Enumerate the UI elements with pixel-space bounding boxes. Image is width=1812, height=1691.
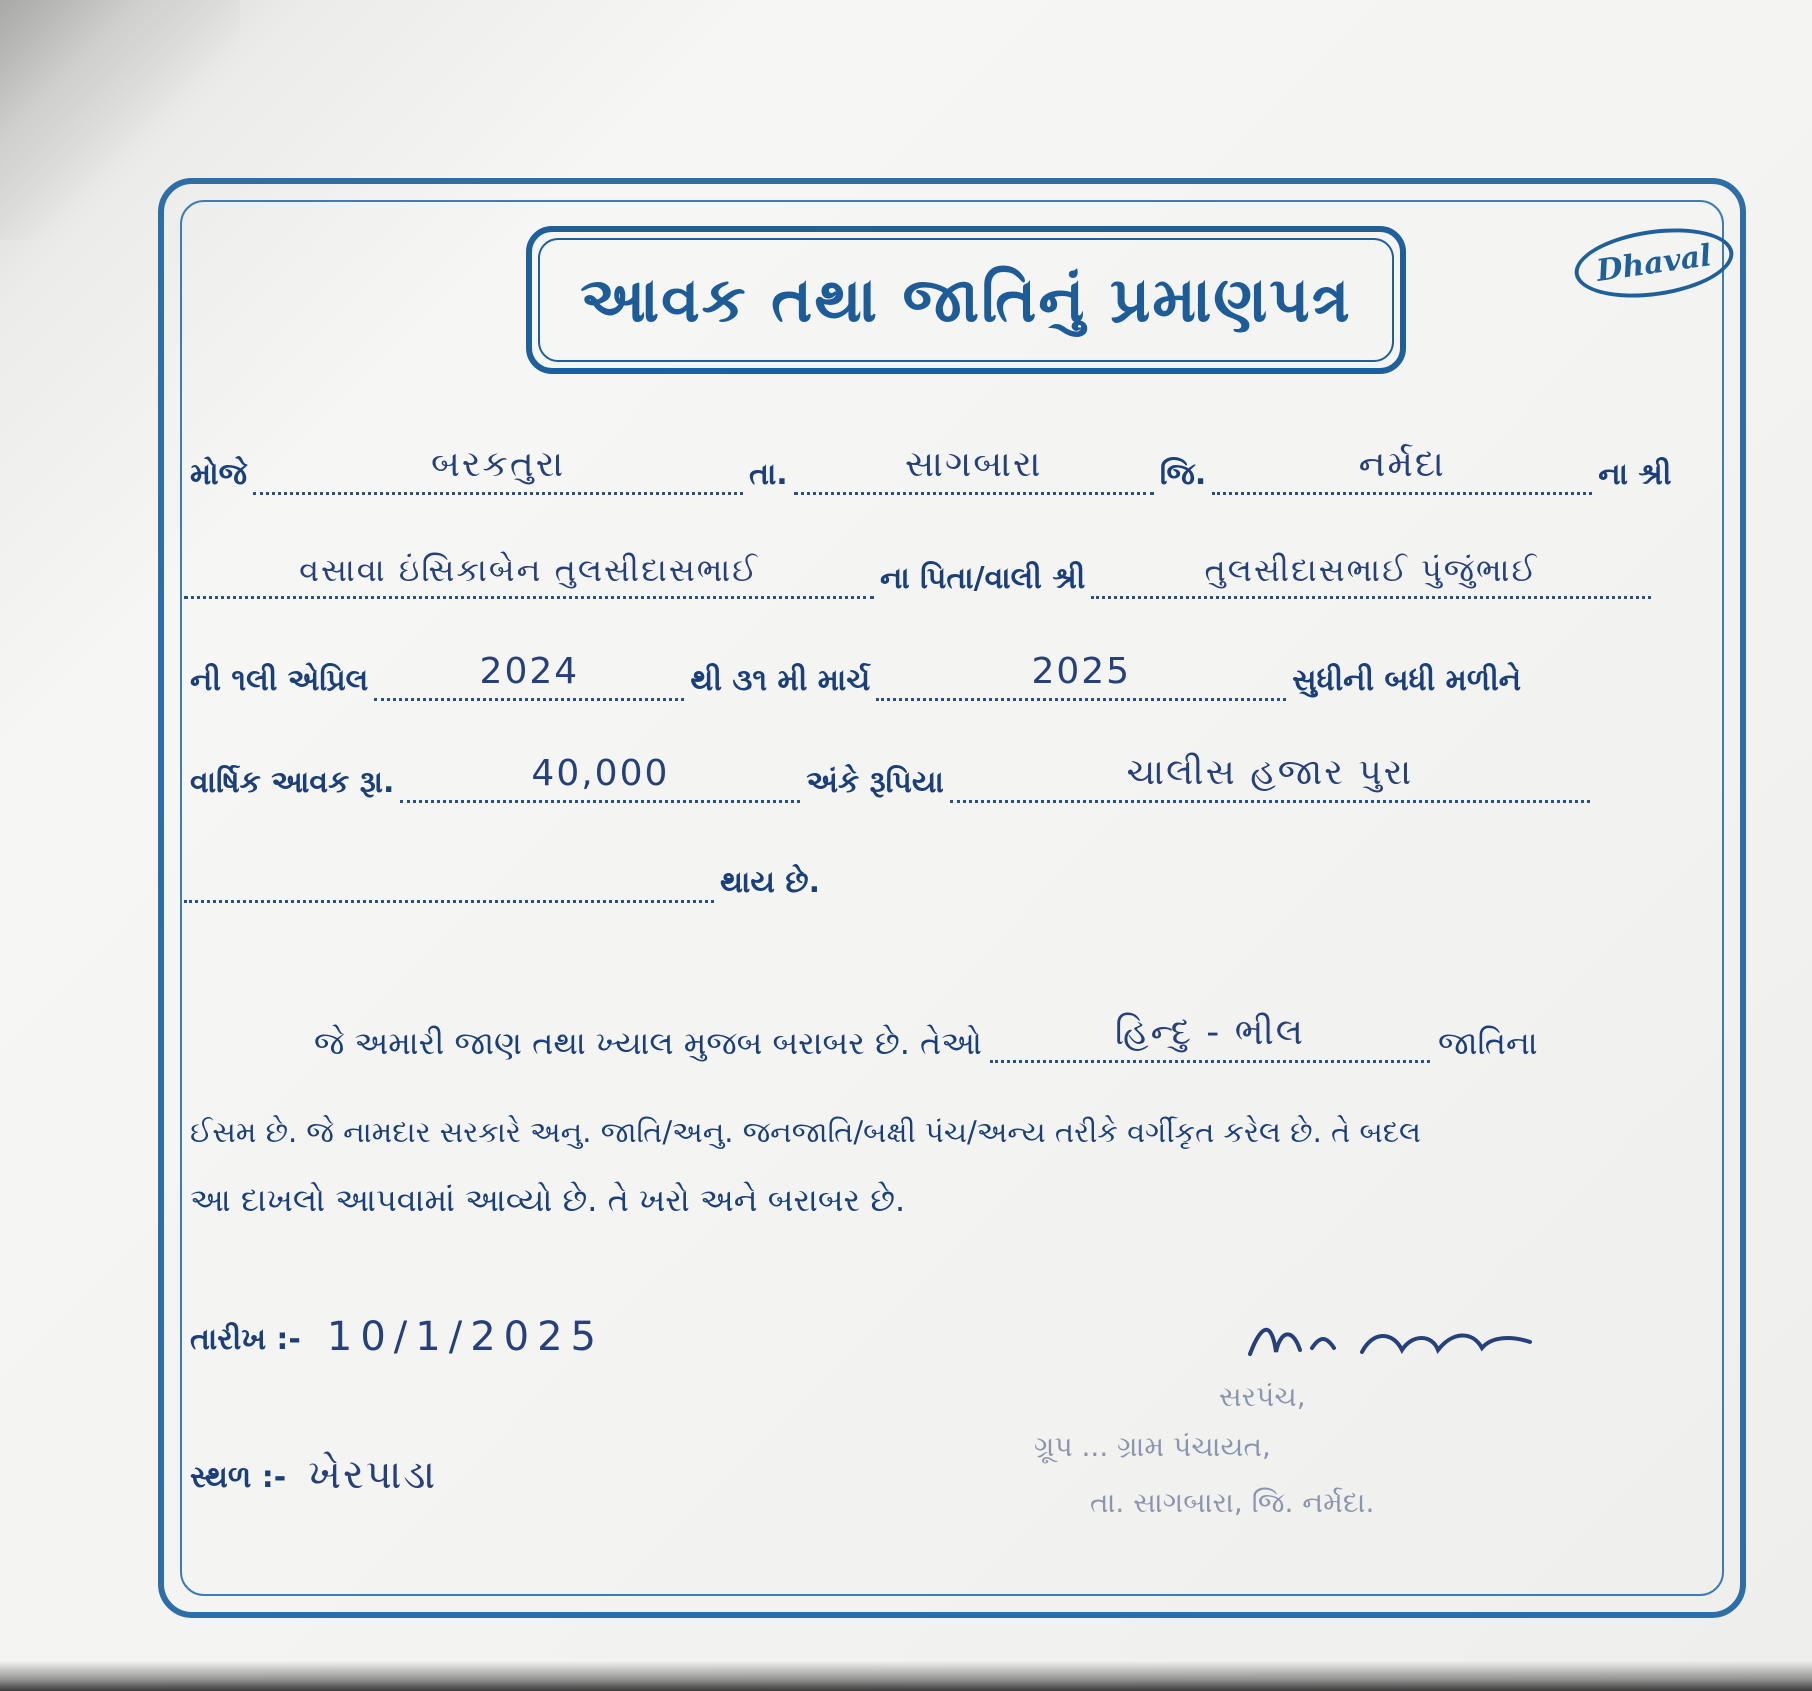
paragraph-line-1-suffix: જાતિના [1437, 1024, 1538, 1062]
certificate-title: આવક તથા જાતિનું પ્રમાણપત્ર [580, 263, 1352, 336]
income-words-field [950, 752, 1590, 803]
place-label: સ્થળ :- [190, 1460, 287, 1495]
income-words-value: ચાલીસ હજાર પુરા [1126, 752, 1414, 793]
row-name [184, 551, 1724, 599]
from-label: ની ૧લી એપ્રિલ [190, 663, 369, 698]
signature-icon [1242, 1312, 1542, 1372]
words-label: અંકે રૂપિયા [806, 765, 944, 800]
certificate-border [158, 178, 1746, 1618]
village-label: મોજે [190, 457, 248, 492]
guardian-name-value: તુલસીદાસભાઈ પુંજુંભાઈ [1204, 551, 1539, 589]
paragraph-line-3: આ દાખલો આપવામાં આવ્યો છે. તે ખરો અને બરાબર છે. [190, 1181, 906, 1219]
signature-line-3: ગ્રૂપ ... ગ્રામ પંચાયત, [1034, 1430, 1271, 1463]
to-label: થી ૩૧ મી માર્ચ [690, 663, 871, 698]
date-value: 10/1/2025 [326, 1314, 604, 1360]
row-village [184, 444, 1724, 495]
signature-line-4: તા. સાગબારા, જિ. નર્મદા. [1090, 1486, 1375, 1519]
to-year-value: 2025 [1031, 651, 1132, 692]
shri-label: ના શ્રી [1598, 457, 1672, 492]
extra-field [184, 860, 714, 903]
applicant-name-value: વસાવા ઇંસિકાબેન તુલસીદાસભાઈ [299, 551, 759, 589]
row-thay-che [184, 860, 1084, 903]
place-row [184, 1452, 437, 1498]
row-income [184, 752, 1724, 803]
income-field [400, 753, 800, 803]
guardian-field [1091, 551, 1651, 599]
paragraph-line-1-prefix: જે અમારી જાણ તથા ખ્યાલ મુજબ બરાબર છે. તેઓ [314, 1024, 982, 1062]
taluka-label: તા. [749, 457, 788, 492]
page-bottom-shadow [0, 1661, 1812, 1691]
guardian-label: ના પિતા/વાલી શ્રી [880, 561, 1086, 596]
taluka-value: સાગબારા [904, 444, 1043, 485]
certificate-title-box [526, 226, 1406, 374]
date-label: તારીખ :- [190, 1322, 301, 1357]
signature-line-2: સરપંચ, [1219, 1380, 1306, 1413]
income-value: 40,000 [531, 753, 670, 794]
to-year-field [876, 651, 1286, 701]
paragraph-line-2: ઈસમ છે. જે નામદાર સરકારે અનુ. જાતિ/અનુ. જનજાતિ/બક્ષી પંચ/અન્ય તરીકે વર્ગીકૃત કરેલ છે. તે બદલ [190, 1115, 1421, 1149]
district-value: નર્મદા [1358, 444, 1446, 485]
from-year-value: 2024 [479, 651, 580, 692]
from-year-field [374, 651, 684, 701]
caste-field [990, 1012, 1430, 1063]
district-label: જિ. [1159, 457, 1207, 492]
paragraph-line-1 [314, 1012, 1704, 1063]
name-field [184, 551, 874, 599]
place-value: ખેરપાડા [308, 1452, 438, 1498]
caste-value: હિન્દુ - ભીલ [1114, 1012, 1306, 1053]
district-field [1212, 444, 1592, 495]
row-period [184, 651, 1724, 701]
village-value: બરકતુરા [430, 444, 566, 485]
date-row [184, 1314, 604, 1360]
brand-logo: Dhaval [1570, 219, 1738, 307]
village-field [253, 444, 743, 495]
income-label: વાર્ષિક આવક રૂા. [190, 765, 395, 800]
period-suffix-label: સુધીની બધી મળીને [1292, 663, 1522, 698]
signature-scrawl [1242, 1312, 1542, 1382]
thay-che-label: થાય છે. [720, 865, 820, 900]
taluka-field [794, 444, 1154, 495]
